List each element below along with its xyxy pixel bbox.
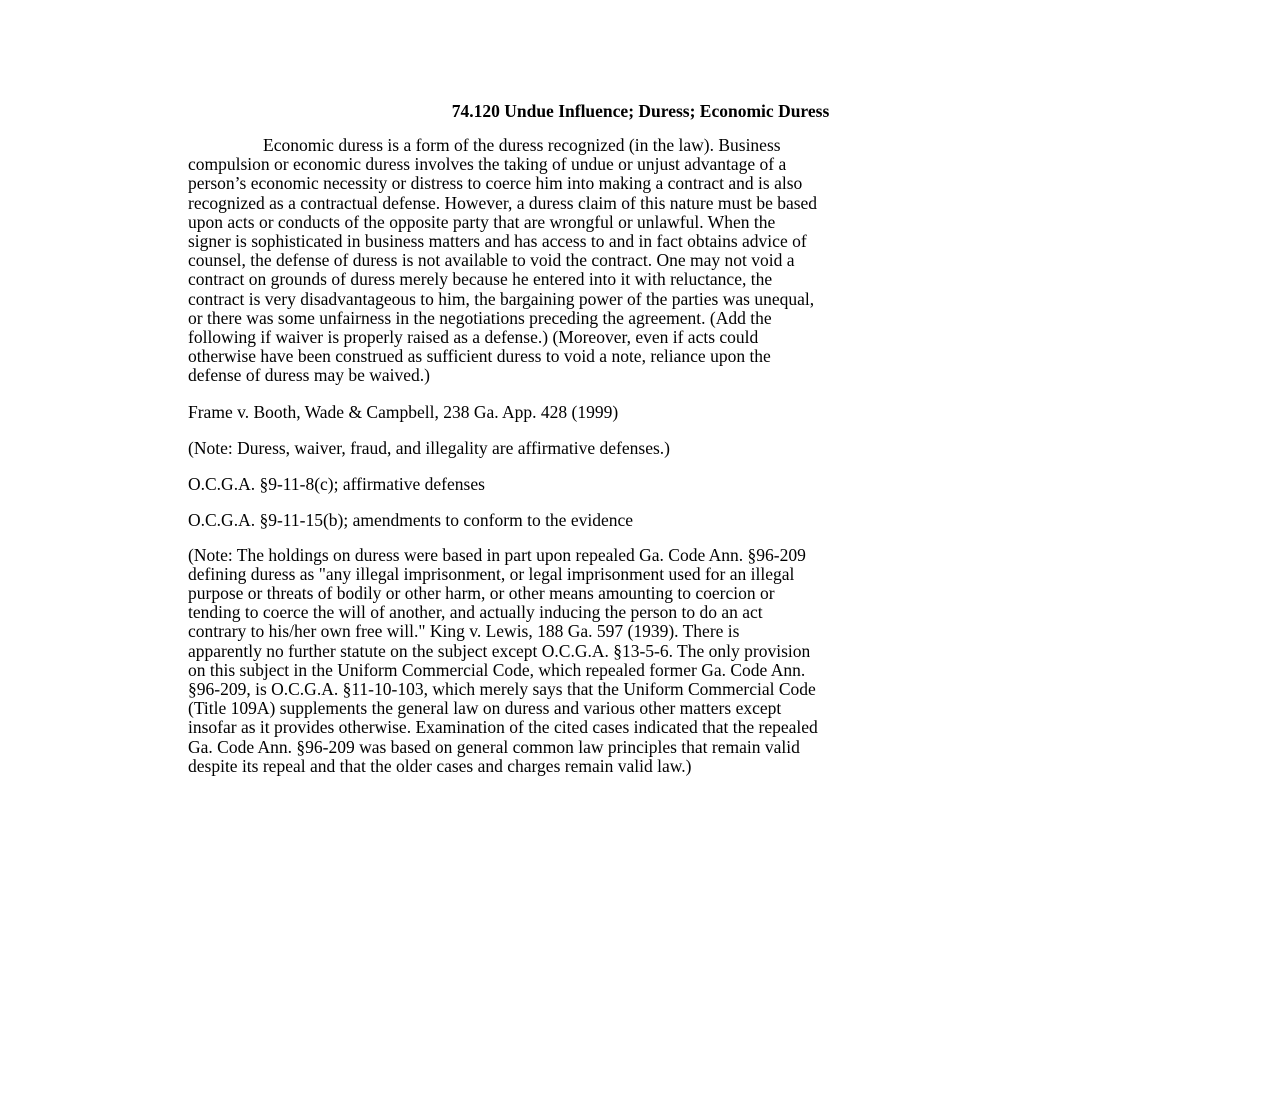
- paragraph-line: upon acts or conducts of the opposite party that are wrongful or unlawful. When the: [188, 211, 776, 232]
- document-title: 74.120 Undue Influence; Duress; Economic Duress: [451, 101, 830, 121]
- paragraph-line: Economic duress is a form of the duress recognized (in the law). Business: [263, 135, 781, 155]
- statute-citation-amendments: O.C.G.A. §9-11-15(b); amendments to conform to the evidence: [188, 509, 634, 530]
- paragraph-line: following if waiver is properly raised as a defense.) (Moreover, even if acts could: [188, 327, 759, 348]
- paragraph-line: despite its repeal and that the older cases and charges remain valid law.): [188, 755, 692, 776]
- paragraph-line: compulsion or economic duress involves the taking of undue or unjust advantage of a: [188, 154, 787, 175]
- paragraph-line: contrary to his/her own free will." King v. Lewis, 188 Ga. 597 (1939). There is: [188, 621, 740, 642]
- statute-citation-affirmative-defenses: O.C.G.A. §9-11-8(c); affirmative defenses: [188, 473, 485, 494]
- paragraph-line: §96-209, is O.C.G.A. §11-10-103, which merely says that the Uniform Commercial Code: [188, 679, 816, 700]
- paragraph-line: (Note: The holdings on duress were based in part upon repealed Ga. Code Ann. §96-209: [188, 544, 806, 565]
- paragraph-line: (Title 109A) supplements the general law on duress and various other matters except: [188, 698, 782, 719]
- paragraph-line: defining duress as "any illegal imprisonment, or legal imprisonment used for an illegal: [188, 563, 795, 584]
- document-page: [188, 100, 1093, 792]
- paragraph-line: person’s economic necessity or distress to coerce him into making a contract and is also: [188, 173, 803, 194]
- paragraph-line: or there was some unfairness in the negotiations preceding the agreement. (Add the: [188, 307, 772, 328]
- paragraph-line: contract on grounds of duress merely because he entered into it with reluctance, the: [188, 269, 773, 290]
- paragraph-line: apparently no further statute on the subject except O.C.G.A. §13-5-6. The only provision: [188, 640, 811, 661]
- case-citation: Frame v. Booth, Wade & Campbell, 238 Ga. App. 428 (1999): [188, 401, 619, 422]
- paragraph-line: tending to coerce the will of another, and actually inducing the person to do an act: [188, 602, 763, 623]
- affirmative-defenses-note: (Note: Duress, waiver, fraud, and illegality are affirmative defenses.): [188, 437, 670, 458]
- paragraph-line: otherwise have been construed as sufficient duress to void a note, reliance upon the: [188, 346, 771, 367]
- paragraph-line: purpose or threats of bodily or other harm, or other means amounting to coercion or: [188, 583, 775, 604]
- paragraph-line: insofar as it provides otherwise. Examination of the cited cases indicated that the repealed: [188, 717, 818, 738]
- paragraph-line: recognized as a contractual defense. However, a duress claim of this nature must be based: [188, 192, 818, 213]
- repealed-code-note: [188, 546, 1093, 776]
- paragraph-line: counsel, the defense of duress is not available to void the contract. One may not void a: [188, 250, 795, 271]
- paragraph-line: defense of duress may be waived.): [188, 365, 430, 386]
- paragraph-line: on this subject in the Uniform Commercial Code, which repealed former Ga. Code Ann.: [188, 659, 806, 680]
- paragraph-line: signer is sophisticated in business matters and has access to and in fact obtains advice of: [188, 231, 807, 252]
- economic-duress-paragraph: [188, 136, 1093, 386]
- paragraph-line: contract is very disadvantageous to him, the bargaining power of the parties was unequal,: [188, 288, 815, 309]
- paragraph-line: Ga. Code Ann. §96-209 was based on general common law principles that remain valid: [188, 736, 800, 757]
